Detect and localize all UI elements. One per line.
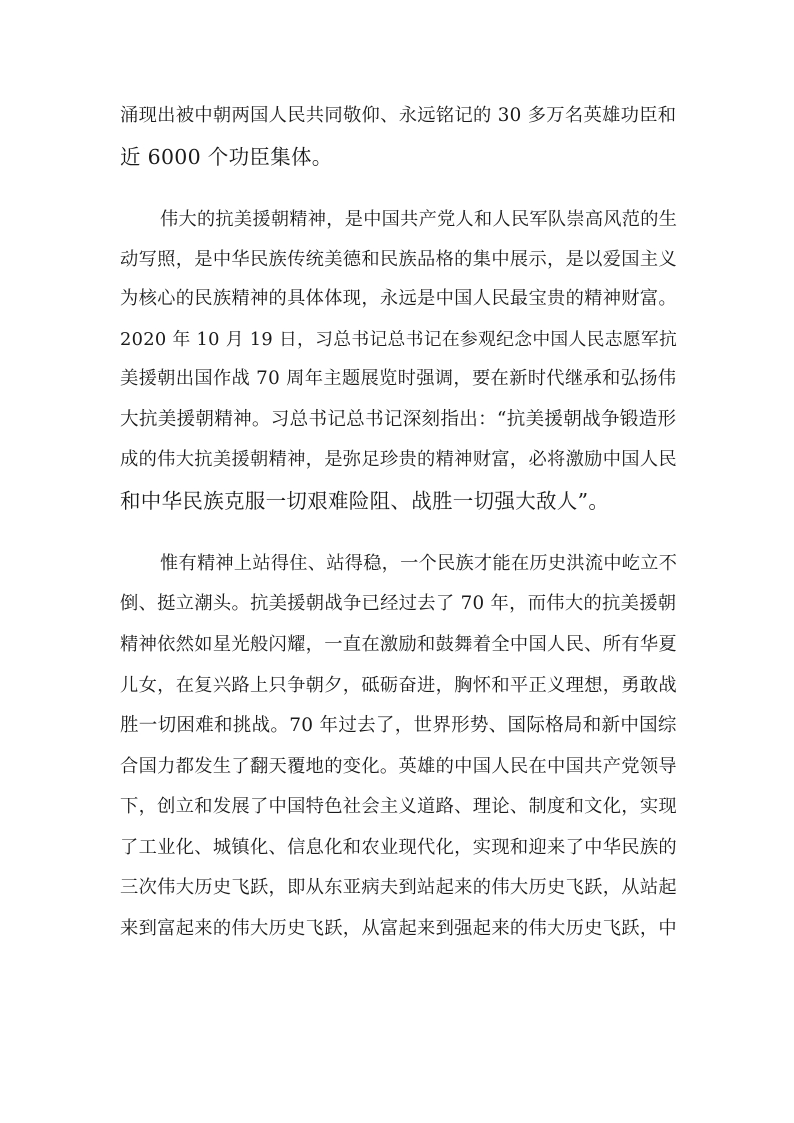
text-line: 了工业化、城镇化、信息化和农业现代化，实现和迎来了中华民族的 <box>120 837 677 858</box>
text-line: 伟大的抗美援朝精神，是中国共产党人和人民军队崇高风范的生 <box>160 209 678 230</box>
text-line: 下，创立和发展了中国特色社会主义道路、理论、制度和文化，实现 <box>120 796 677 817</box>
text-line: 胜一切困难和挑战。70 年过去了，世界形势、国际格局和新中国综 <box>120 715 677 736</box>
text-line: 倒、挺立潮头。抗美援朝战争已经过去了 70 年，而伟大的抗美援朝 <box>120 593 677 614</box>
text-line: 和中华民族克服一切艰难险阻、战胜一切强大敌人”。 <box>120 489 610 513</box>
text-line: 近 6000 个功臣集体。 <box>120 145 333 169</box>
text-line: 2020 年 10 月 19 日，习总书记总书记在参观纪念中国人民志愿军抗 <box>120 329 678 350</box>
text-line: 大抗美援朝精神。习总书记总书记深刻指出：“抗美援朝战争锻造形 <box>120 409 677 430</box>
text-line: 为核心的民族精神的具体体现，永远是中国人民最宝贵的精神财富。 <box>120 288 677 309</box>
text-line: 儿女，在复兴路上只争朝夕，砥砺奋进，胸怀和平正义理想，勇敢战 <box>120 675 677 696</box>
text-line: 精神依然如星光般闪耀，一直在激励和鼓舞着全中国人民、所有华夏 <box>120 634 677 655</box>
text-line: 成的伟大抗美援朝精神，是弥足珍贵的精神财富，必将激励中国人民 <box>120 449 677 470</box>
text-line: 美援朝出国作战 70 周年主题展览时强调，要在新时代继承和弘扬伟 <box>120 368 677 389</box>
text-line: 三次伟大历史飞跃，即从东亚病夫到站起来的伟大历史飞跃，从站起 <box>120 877 677 898</box>
text-line: 惟有精神上站得住、站得稳，一个民族才能在历史洪流中屹立不 <box>160 553 678 574</box>
text-line: 动写照，是中华民族传统美德和民族品格的集中展示，是以爱国主义 <box>120 249 677 270</box>
text-line: 合国力都发生了翻天覆地的变化。英雄的中国人民在中国共产党领导 <box>120 756 677 777</box>
text-line: 来到富起来的伟大历史飞跃，从富起来到强起来的伟大历史飞跃，中 <box>120 918 677 939</box>
text-line: 涌现出被中朝两国人民共同敬仰、永远铭记的 30 多万名英雄功臣和 <box>120 105 677 126</box>
